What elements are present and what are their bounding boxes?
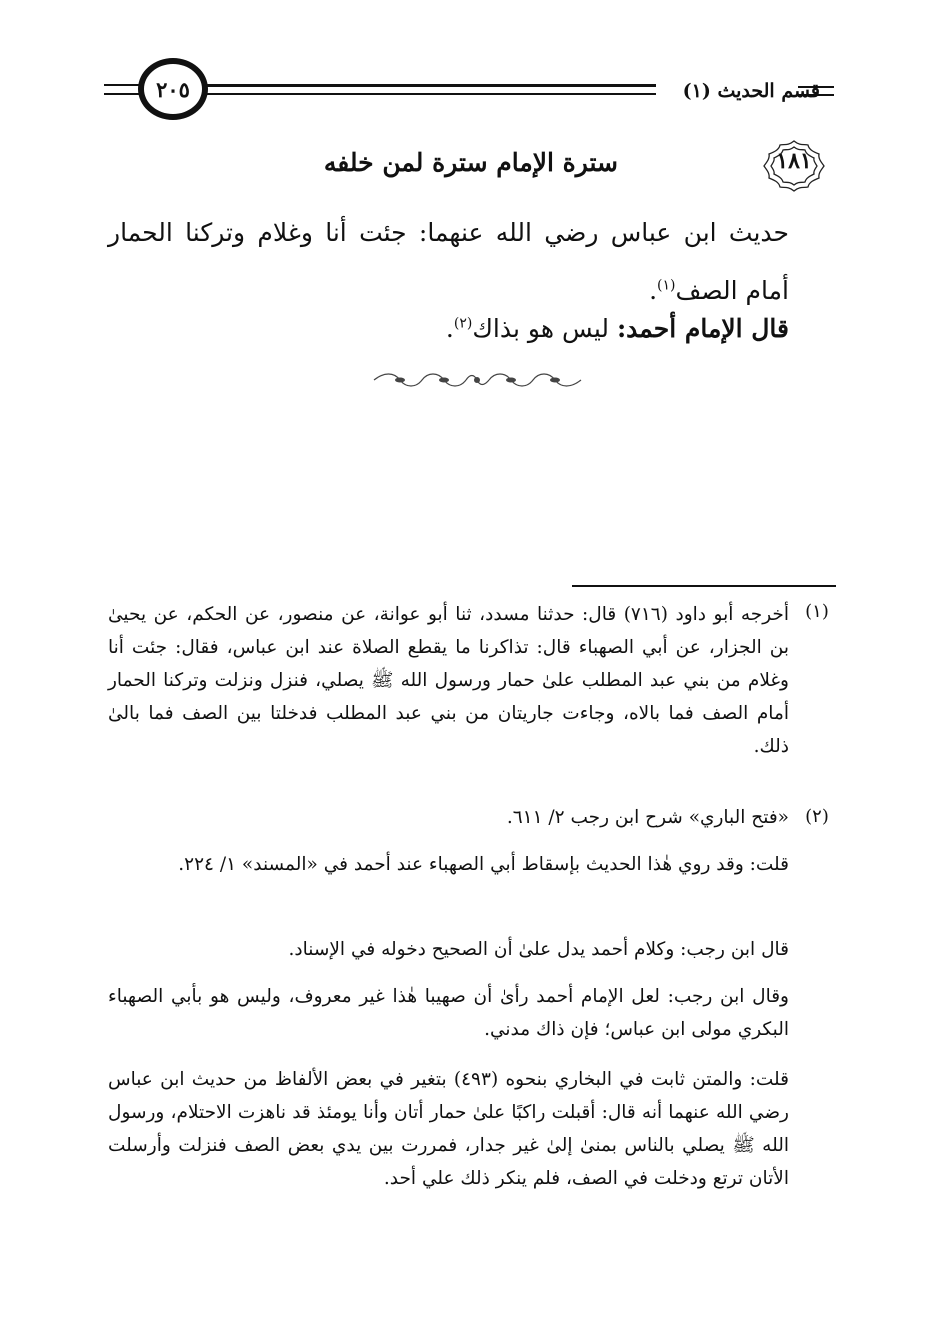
footnote-2-text: «فتح الباري» شرح ابن رجب ٢/ ٦١١. bbox=[506, 807, 789, 828]
header-rule-middle-bottom bbox=[204, 93, 656, 95]
hadith-title: سترة الإمام سترة لمن خلفه bbox=[323, 148, 618, 177]
footnote-ref-1: (١) bbox=[657, 277, 676, 294]
page-number-badge bbox=[138, 58, 208, 120]
hadith-text bbox=[108, 204, 789, 320]
footnote-2-number: (٢) bbox=[805, 806, 829, 827]
hadith-text-body: حديث ابن عباس رضي الله عنهما: جئت أنا وغلام وتركنا الحمار أمام الصف bbox=[108, 218, 789, 305]
running-header-title: قسم الحديث (١) bbox=[682, 80, 820, 102]
imam-ahmad-end: . bbox=[445, 314, 454, 343]
footnote-1-text: أخرجه أبو داود (٧١٦) قال: حدثنا مسدد، ثنا أبو عوانة، عن منصور، عن الحكم، عن يحيىٰ بن الجزار، عن أبي الصهباء قال: تذاكرنا ما يقطع الصلاة عند ابن عباس، فقال: جئت أنا وغلام من بني عبد المطلب علىٰ حمار ورسول الله ﷺ يصلي، فنزل ونزلت وتركنا الحمار أمام الصف فما بالاه، وجاءت جاريتان من بني عبد المطلب فدخلتا بين الصف فما بالىٰ ذلك. bbox=[108, 604, 789, 757]
note-1: قلت: وقد روي هٰذا الحديث بإسقاط أبي الصهباء عند أحمد في «المسند» ١/ ٢٢٤. bbox=[178, 854, 789, 875]
imam-ahmad-label: قال الإمام أحمد: bbox=[616, 314, 789, 343]
note-3: وقال ابن رجب: لعل الإمام أحمد رأىٰ أن صهيبا هٰذا غير معروف، وليس هو بأبي الصهباء البكري مولى ابن عباس؛ فإن ذاك مدني. bbox=[108, 986, 789, 1040]
footnote-ref-2: (٢) bbox=[453, 315, 473, 332]
hadith-text-end: . bbox=[649, 276, 658, 305]
footnote-1-number: (١) bbox=[805, 601, 829, 622]
note-2: قال ابن رجب: وكلام أحمد يدل علىٰ أن الصحيح دخوله في الإسناد. bbox=[288, 939, 789, 960]
header-rule-middle-top bbox=[204, 84, 656, 87]
page-number: ٢٠٥ bbox=[156, 76, 190, 102]
section-divider-ornament-icon bbox=[370, 368, 585, 392]
imam-ahmad-text: ليس هو بذاك bbox=[472, 314, 609, 343]
imam-ahmad-statement bbox=[446, 304, 789, 354]
note-4: قلت: والمتن ثابت في البخاري بنحوه (٤٩٣) بتغير في بعض الألفاظ من حديث ابن عباس رضي الله عنهما أنه قال: أقبلت راكبًا علىٰ حمار أتان وأنا يومئذ قد ناهزت الاحتلام، ورسول الله ﷺ يصلي بالناس بمنىٰ إلىٰ غير جدار، فمررت بين يدي بعض الصف فنزلت وأرسلت الأتان ترتع ودخلت في الصف، فلم ينكر ذلك علي أحد. bbox=[108, 1069, 789, 1189]
footnote-separator bbox=[572, 585, 836, 587]
hadith-number: ١٨١ bbox=[776, 148, 812, 174]
